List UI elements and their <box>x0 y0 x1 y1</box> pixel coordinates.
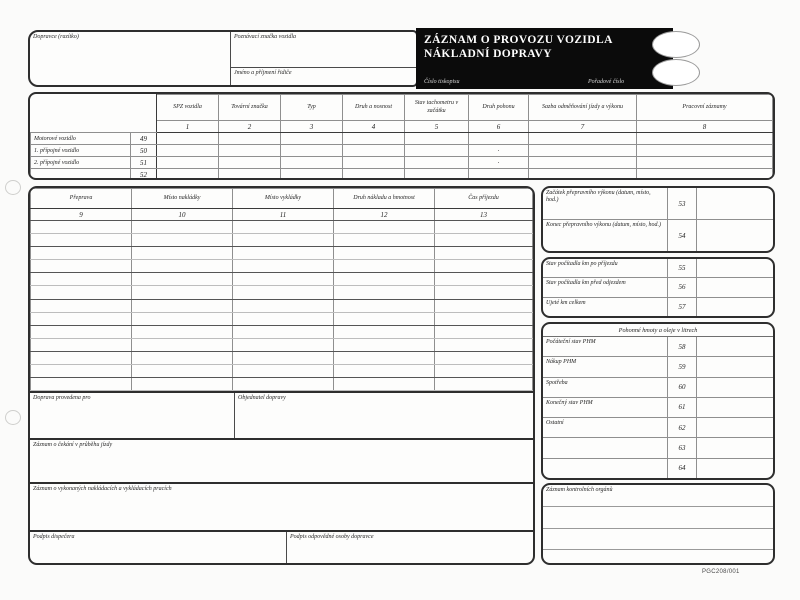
row-label: 1. přípojné vozidlo <box>31 145 131 157</box>
grid-cell <box>435 378 533 391</box>
ruled-line <box>543 529 773 550</box>
odometer-departure-label: Stav počítadla km před odjezdem <box>543 278 668 296</box>
grid-cell <box>435 365 533 378</box>
grid-cell <box>132 312 233 325</box>
col-num: 1 <box>157 121 219 133</box>
fuel-header: Pohonné hmoty a oleje v litrech <box>543 324 773 337</box>
grid-cell <box>405 157 469 169</box>
col-header-unload-place: Místo vykládky <box>233 189 334 209</box>
grid-cell <box>435 221 533 234</box>
grid-cell <box>637 169 773 181</box>
ditto-mark: · <box>469 145 529 157</box>
fuel-row <box>543 357 773 377</box>
col-num: 7 <box>529 121 637 133</box>
loading-record-box <box>30 482 533 530</box>
col-header-transport: Přeprava <box>31 189 132 209</box>
row-num: 51 <box>131 157 157 169</box>
grid-cell <box>334 247 435 260</box>
grid-cell <box>233 325 334 338</box>
grid-cell <box>233 365 334 378</box>
grid-cell <box>469 169 529 181</box>
ditto-mark: · <box>469 157 529 169</box>
serial-number-label: Pořadové číslo <box>588 79 625 85</box>
trip-empty-row <box>31 273 533 286</box>
fuel-row <box>543 378 773 398</box>
grid-cell <box>31 365 132 378</box>
odometer-row <box>543 278 773 297</box>
col-header-type: Typ <box>281 95 343 121</box>
grid-cell <box>132 378 233 391</box>
grid-cell <box>435 338 533 351</box>
fuel-row <box>543 398 773 418</box>
grid-cell <box>405 133 469 145</box>
grid-cell <box>219 157 281 169</box>
grid-cell <box>132 286 233 299</box>
grid-cell <box>435 286 533 299</box>
trip-table-body <box>31 221 533 391</box>
vehicle-row-motor <box>31 133 773 145</box>
grid-cell <box>132 234 233 247</box>
fuel-row <box>543 337 773 357</box>
trip-header-row <box>31 189 533 209</box>
grid-cell <box>31 312 132 325</box>
grid-cell <box>31 260 132 273</box>
row-num: 50 <box>131 145 157 157</box>
grid-cell <box>31 338 132 351</box>
grid-cell <box>334 365 435 378</box>
grid-cell <box>132 325 233 338</box>
row-label: Motorové vozidlo <box>31 133 131 145</box>
col-header-fuel-type: Druh pohonu <box>469 95 529 121</box>
fuel-other-label: Ostatní <box>543 418 668 437</box>
grid-cell <box>529 145 637 157</box>
grid-cell <box>343 157 405 169</box>
grid-cell <box>233 247 334 260</box>
grid-cell <box>157 133 219 145</box>
vehicle-id-box <box>231 32 416 85</box>
grid-cell <box>343 145 405 157</box>
grid-cell <box>233 299 334 312</box>
col-header-capacity: Druh a nosnost <box>343 95 405 121</box>
grid-cell <box>219 133 281 145</box>
col-num: 9 <box>31 209 132 221</box>
form-title-line2: NÁKLADNÍ DOPRAVY <box>424 48 552 61</box>
signatures-row <box>30 530 533 563</box>
grid-cell <box>435 260 533 273</box>
odometer-row <box>543 259 773 278</box>
col-num: 5 <box>405 121 469 133</box>
transport-for-label: Doprava provedena pro <box>33 395 91 401</box>
fill-cell <box>697 378 773 397</box>
grid-cell <box>132 260 233 273</box>
grid-cell <box>334 273 435 286</box>
col-num: 4 <box>343 121 405 133</box>
grid-cell <box>334 312 435 325</box>
grid-cell <box>219 145 281 157</box>
trip-empty-row <box>31 365 533 378</box>
performance-row <box>543 188 773 220</box>
dispatcher-signature-label: Podpis dispečera <box>33 534 75 540</box>
field-num: 63 <box>668 438 697 457</box>
fuel-initial-label: Počáteční stav PHM <box>543 337 668 356</box>
grid-cell <box>219 169 281 181</box>
grid-cell <box>334 260 435 273</box>
grid-cell <box>435 234 533 247</box>
vehicle-table-corner-cell <box>31 95 157 133</box>
grid-cell <box>343 169 405 181</box>
field-num: 57 <box>668 298 697 316</box>
field-num: 56 <box>668 278 697 296</box>
col-num: 11 <box>233 209 334 221</box>
fuel-blank-label <box>543 438 668 457</box>
trip-number-row <box>31 209 533 221</box>
fuel-row <box>543 418 773 438</box>
serial-oval-1 <box>652 31 700 58</box>
serial-oval-2 <box>652 59 700 86</box>
print-code: PGC208/001 <box>702 569 740 575</box>
grid-cell <box>132 221 233 234</box>
fuel-blank-label <box>543 459 668 478</box>
grid-cell <box>334 234 435 247</box>
grid-cell <box>233 351 334 364</box>
odometer-block <box>541 257 775 318</box>
grid-cell <box>233 312 334 325</box>
grid-cell <box>405 145 469 157</box>
col-header-make: Tovární značka <box>219 95 281 121</box>
grid-cell <box>31 325 132 338</box>
grid-cell <box>435 299 533 312</box>
loading-record-label: Záznam o vykonaných nakládacích a vykládacích pracích <box>33 486 172 492</box>
fuel-row <box>543 438 773 458</box>
trip-empty-row <box>31 338 533 351</box>
row-label: 2. přípojné vozidlo <box>31 157 131 169</box>
grid-cell <box>31 286 132 299</box>
fill-cell <box>697 357 773 376</box>
grid-cell <box>405 169 469 181</box>
grid-cell <box>31 234 132 247</box>
grid-cell <box>157 169 219 181</box>
punch-hole-mark <box>5 410 21 425</box>
grid-cell <box>31 378 132 391</box>
col-header-load-place: Místo nakládky <box>132 189 233 209</box>
grid-cell <box>637 145 773 157</box>
performance-row <box>543 220 773 251</box>
grid-cell <box>281 133 343 145</box>
transport-for-box <box>30 393 235 438</box>
waiting-record-label: Záznam o čekání v průběhu jízdy <box>33 442 113 448</box>
form-number-label: Číslo tiskopisu <box>424 79 460 85</box>
fuel-row <box>543 459 773 478</box>
field-num: 64 <box>668 459 697 478</box>
vehicle-row-trailer1 <box>31 145 773 157</box>
grid-cell <box>31 247 132 260</box>
inspection-label: Záznam kontrolních orgánů <box>543 485 773 507</box>
grid-cell <box>435 273 533 286</box>
col-header-cargo: Druh nákladu a hmotnost <box>334 189 435 209</box>
trip-empty-row <box>31 260 533 273</box>
grid-cell <box>31 221 132 234</box>
trip-empty-row <box>31 234 533 247</box>
grid-cell <box>469 133 529 145</box>
carrier-stamp-box <box>30 32 231 85</box>
trip-empty-row <box>31 247 533 260</box>
grid-cell <box>132 299 233 312</box>
performance-block <box>541 186 775 253</box>
inspection-block <box>541 483 775 565</box>
field-num: 58 <box>668 337 697 356</box>
trip-table <box>30 188 533 391</box>
grid-cell <box>529 133 637 145</box>
form-title-box <box>416 28 673 89</box>
grid-cell <box>31 351 132 364</box>
grid-cell <box>132 365 233 378</box>
grid-cell <box>435 247 533 260</box>
fill-cell <box>697 220 773 251</box>
fill-cell <box>697 278 773 296</box>
grid-cell <box>132 338 233 351</box>
fill-cell <box>697 438 773 457</box>
vehicle-table-header-row <box>31 95 773 121</box>
fill-cell <box>697 418 773 437</box>
grid-cell <box>334 378 435 391</box>
grid-cell <box>637 157 773 169</box>
grid-cell <box>637 133 773 145</box>
perf-end-label: Konec přepravního výkonu (datum, místo, hod.) <box>543 220 668 251</box>
grid-cell <box>529 157 637 169</box>
plate-label: Poznávací značka vozidla <box>234 34 296 40</box>
grid-cell <box>334 338 435 351</box>
col-header-spz: SPZ vozidla <box>157 95 219 121</box>
row-num: 49 <box>131 133 157 145</box>
grid-cell <box>435 351 533 364</box>
fill-cell <box>697 188 773 219</box>
trip-empty-row <box>31 286 533 299</box>
perf-start-label: Začátek přepravního výkonu (datum, místo, hod.) <box>543 188 668 219</box>
form-title-line1: ZÁZNAM O PROVOZU VOZIDLA <box>424 34 613 46</box>
grid-cell <box>233 338 334 351</box>
grid-cell <box>334 299 435 312</box>
field-num: 59 <box>668 357 697 376</box>
grid-cell <box>343 133 405 145</box>
grid-cell <box>334 286 435 299</box>
grid-cell <box>157 145 219 157</box>
col-num: 12 <box>334 209 435 221</box>
grid-cell <box>435 325 533 338</box>
fill-cell <box>697 459 773 478</box>
dispatcher-signature-box <box>30 532 287 563</box>
field-num: 53 <box>668 188 697 219</box>
trip-empty-row <box>31 299 533 312</box>
fill-cell <box>697 298 773 316</box>
grid-cell <box>281 145 343 157</box>
vehicle-table-block <box>28 92 775 180</box>
field-num: 60 <box>668 378 697 397</box>
grid-cell <box>132 247 233 260</box>
grid-cell <box>281 157 343 169</box>
fuel-purchase-label: Nákup PHM <box>543 357 668 376</box>
driver-name-label: Jméno a příjmení řidiče <box>231 67 416 85</box>
vehicle-table <box>30 94 773 180</box>
field-num: 61 <box>668 398 697 417</box>
vehicle-row-extra <box>31 169 773 181</box>
col-num: 10 <box>132 209 233 221</box>
loading-record-inner <box>30 484 533 530</box>
trip-empty-row <box>31 312 533 325</box>
grid-cell <box>334 221 435 234</box>
field-num: 55 <box>668 259 697 277</box>
header-carrier-block <box>28 30 418 87</box>
col-num: 2 <box>219 121 281 133</box>
responsible-signature-box <box>287 532 533 563</box>
fuel-final-label: Konečný stav PHM <box>543 398 668 417</box>
odometer-row <box>543 298 773 316</box>
trip-table-wrap <box>30 188 533 391</box>
waiting-record-inner <box>30 440 533 482</box>
grid-cell <box>31 299 132 312</box>
col-num: 13 <box>435 209 533 221</box>
km-total-label: Ujeté km celkem <box>543 298 668 316</box>
ruled-line <box>543 507 773 529</box>
grid-cell <box>281 169 343 181</box>
carrier-label: Dopravce (razítko) <box>33 34 79 40</box>
grid-cell <box>31 273 132 286</box>
row-num: 52 <box>131 169 157 181</box>
col-header-rate: Sazba odměňování jízdy a výkonu <box>529 95 637 121</box>
fill-cell <box>697 398 773 417</box>
grid-cell <box>233 378 334 391</box>
grid-cell <box>157 157 219 169</box>
orderer-label: Objednatel dopravy <box>238 395 286 401</box>
grid-cell <box>132 351 233 364</box>
grid-cell <box>233 260 334 273</box>
grid-cell <box>334 325 435 338</box>
orderer-box <box>235 393 533 438</box>
col-header-work-records: Pracovní záznamy <box>637 95 773 121</box>
field-num: 54 <box>668 220 697 251</box>
col-num: 3 <box>281 121 343 133</box>
grid-cell <box>435 312 533 325</box>
fuel-consumption-label: Spotřeba <box>543 378 668 397</box>
grid-cell <box>233 273 334 286</box>
responsible-signature-label: Podpis odpovědné osoby dopravce <box>290 534 374 540</box>
grid-cell <box>233 286 334 299</box>
fill-cell <box>697 337 773 356</box>
grid-cell <box>233 234 334 247</box>
trip-empty-row <box>31 378 533 391</box>
field-num: 62 <box>668 418 697 437</box>
grid-cell <box>334 351 435 364</box>
row-label <box>31 169 131 181</box>
col-num: 8 <box>637 121 773 133</box>
fuel-block <box>541 322 775 480</box>
trip-empty-row <box>31 325 533 338</box>
grid-cell <box>233 221 334 234</box>
trip-empty-row <box>31 221 533 234</box>
col-num: 6 <box>469 121 529 133</box>
grid-cell <box>132 273 233 286</box>
waiting-record-box <box>30 438 533 482</box>
vehicle-row-trailer2 <box>31 157 773 169</box>
col-header-odometer: Stav tachometru v začátku <box>405 95 469 121</box>
trip-log-block <box>28 186 535 565</box>
grid-cell <box>529 169 637 181</box>
odometer-arrival-label: Stav počítadla km po příjezdu <box>543 259 668 277</box>
trip-empty-row <box>31 351 533 364</box>
col-header-arrival-time: Čas příjezdu <box>435 189 533 209</box>
punch-hole-mark <box>5 180 21 195</box>
fill-cell <box>697 259 773 277</box>
transport-for-row <box>30 391 533 438</box>
ruled-line <box>543 550 773 563</box>
